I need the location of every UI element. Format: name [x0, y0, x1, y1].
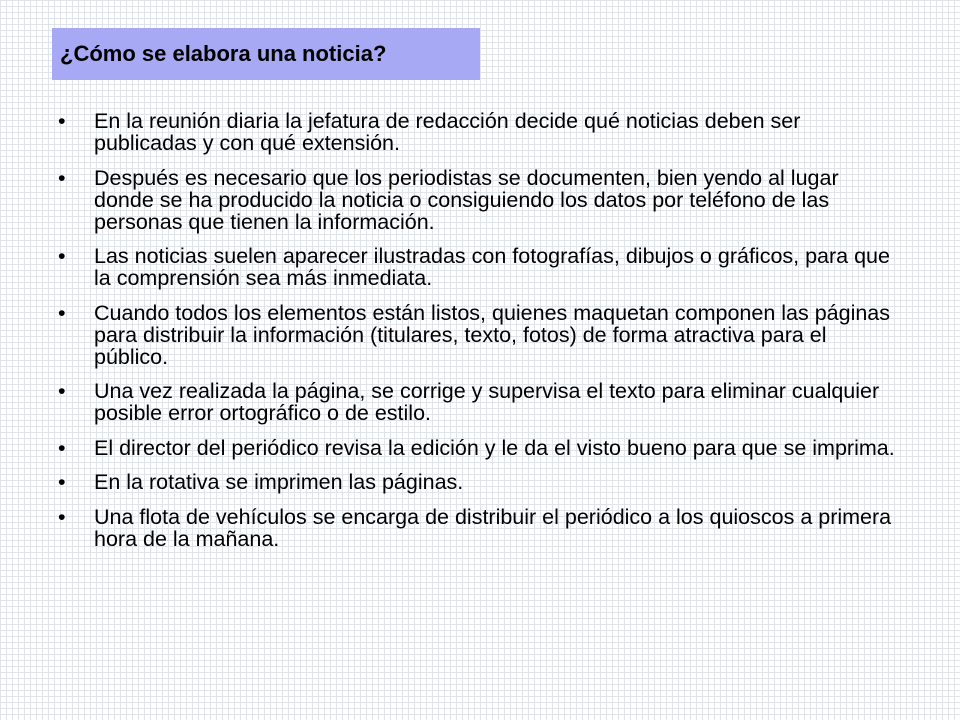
bullet-list — [58, 110, 898, 562]
bullet-marker: • — [58, 435, 66, 460]
bullet-text: En la reunión diaria la jefatura de redacción decide qué noticias deben ser publicadas y con qué extensión. — [94, 109, 801, 155]
bullet-item — [58, 506, 898, 550]
bullet-item — [58, 110, 898, 154]
bullet-marker: • — [58, 470, 66, 494]
bullet-marker: • — [58, 109, 66, 133]
bullet-text: Después es necesario que los periodistas se documenten, bien yendo al lugar donde se ha producido la noticia o consiguiendo los datos por teléfono de las personas que tienen la información. — [94, 165, 839, 234]
bullet-item — [58, 167, 898, 233]
bullet-item — [58, 245, 898, 289]
bullet-marker: • — [58, 165, 66, 190]
bullet-item — [58, 437, 898, 459]
bullet-marker: • — [58, 244, 66, 268]
bullet-marker: • — [58, 504, 66, 529]
title-banner — [52, 28, 480, 80]
bullet-text: El director del periódico revisa la edición y le da el visto bueno para que se imprima. — [94, 435, 895, 460]
bullet-text: En la rotativa se imprimen las páginas. — [94, 470, 464, 494]
bullet-text: Cuando todos los elementos están listos, quienes maquetan componen las páginas para distribuir la información (titulares, texto, fotos) de forma atractiva para el público. — [94, 300, 891, 369]
slide-title: ¿Cómo se elabora una noticia? — [60, 41, 387, 66]
bullet-marker: • — [58, 300, 66, 325]
bullet-text: Las noticias suelen aparecer ilustradas con fotografías, dibujos o gráficos, para que la comprensión sea más inmediata. — [94, 244, 890, 290]
bullet-text: Una vez realizada la página, se corrige y supervisa el texto para eliminar cualquier posible error ortográfico o de estilo. — [94, 379, 880, 425]
bullet-marker: • — [58, 379, 66, 403]
bullet-item — [58, 471, 898, 493]
bullet-item — [58, 302, 898, 368]
bullet-item — [58, 380, 898, 424]
bullet-text: Una flota de vehículos se encarga de distribuir el periódico a los quioscos a primera hora de la mañana. — [94, 504, 892, 551]
